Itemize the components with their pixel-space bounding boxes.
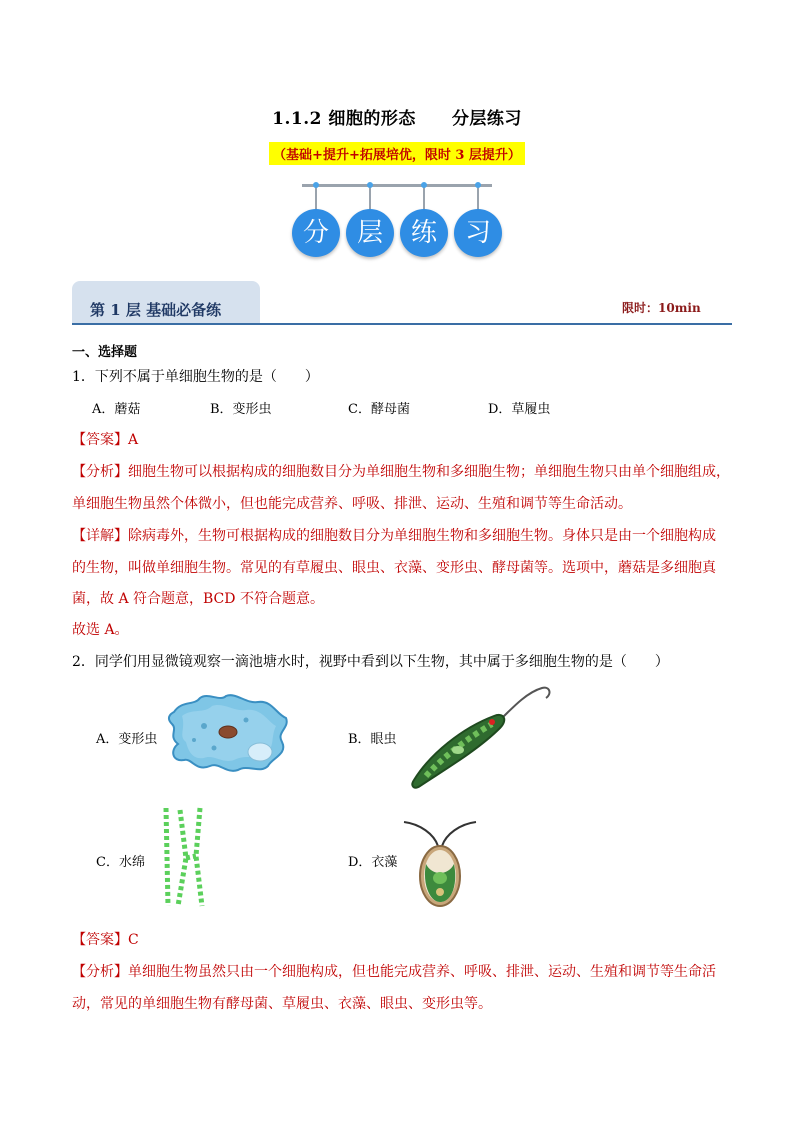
analysis-line: [72, 462, 730, 482]
option-a: A．变形虫: [96, 732, 158, 747]
subtitle-wrap: [0, 142, 794, 165]
option-d: D．草履虫: [488, 402, 551, 417]
analysis-line: [72, 962, 716, 982]
analysis-text: 单细胞生物虽然个体微小，但也能完成营养、呼吸、排泄、运动、生殖和调节等生命活动。: [72, 496, 632, 512]
detail-tag: 【详解】: [72, 528, 128, 544]
analysis-tag: 【分析】: [72, 964, 128, 980]
badge-circle: 习: [454, 209, 502, 257]
option-d: D．衣藻: [348, 855, 398, 870]
level-divider: [72, 323, 732, 325]
title-part2: 分层练习: [451, 109, 522, 129]
answer-line: [72, 930, 139, 950]
answer-value: C: [128, 932, 139, 948]
euglena-image: [406, 684, 556, 790]
badge-circle: 层: [346, 209, 394, 257]
detail-text: 菌，故 A 符合题意，BCD 不符合题意。: [72, 591, 324, 607]
option-c: C．水绵: [96, 855, 145, 870]
question-stem: 2．同学们用显微镜观察一滴池塘水时，视野中看到以下生物，其中属于多细胞生物的是（ ）: [72, 654, 669, 670]
badge-dot: [367, 182, 373, 188]
analysis-text: 细胞生物可以根据构成的细胞数目分为单细胞生物和多细胞生物；单细胞生物只由单个细胞组成，: [128, 464, 730, 480]
conclusion: 故选 A。: [72, 622, 129, 638]
detail-line: [72, 526, 716, 546]
badge-circle: 练: [400, 209, 448, 257]
option-a: A．蘑菇: [92, 402, 141, 417]
question-stem: 1．下列不属于单细胞生物的是（ ）: [72, 369, 319, 385]
option-b: B．变形虫: [210, 402, 272, 417]
option-b: B．眼虫: [348, 732, 397, 747]
time-limit: 限时：10min: [622, 301, 701, 315]
analysis-text: 动，常见的单细胞生物有酵母菌、草履虫、衣藻、眼虫、变形虫等。: [72, 996, 492, 1012]
option-c: C．酵母菌: [348, 402, 410, 417]
level-label: 第 1 层 基础必备练: [90, 301, 222, 319]
answer-value: A: [128, 432, 139, 448]
spirogyra-image: [156, 806, 212, 910]
subtitle: （基础+提升+拓展培优，限时 3 层提升）: [269, 142, 525, 165]
chlamydomonas-image: [400, 814, 480, 914]
detail-text: 除病毒外，生物可根据构成的细胞数目分为单细胞生物和多细胞生物。身体只是由一个细胞构成: [128, 528, 716, 544]
badge-dot: [421, 182, 427, 188]
section-heading: 一、选择题: [72, 345, 138, 360]
analysis-text: 单细胞生物虽然只由一个细胞构成，但也能完成营养、呼吸、排泄、运动、生殖和调节等生命活: [128, 964, 716, 980]
badge-rail: [302, 184, 492, 187]
answer-tag: 【答案】: [72, 432, 128, 448]
page-title: [0, 104, 794, 129]
badge-dot: [475, 182, 481, 188]
answer-tag: 【答案】: [72, 932, 128, 948]
answer-line: [72, 430, 138, 450]
badge-circle: 分: [292, 209, 340, 257]
amoeba-image: [164, 692, 292, 774]
analysis-tag: 【分析】: [72, 464, 128, 480]
detail-text: 的生物，叫做单细胞生物。常见的有草履虫、眼虫、衣藻、变形虫、酵母菌等。选项中，蘑菇是多细胞真: [72, 560, 716, 576]
title-part1: 1.1.2 细胞的形态: [272, 109, 416, 129]
badge-dot: [313, 182, 319, 188]
